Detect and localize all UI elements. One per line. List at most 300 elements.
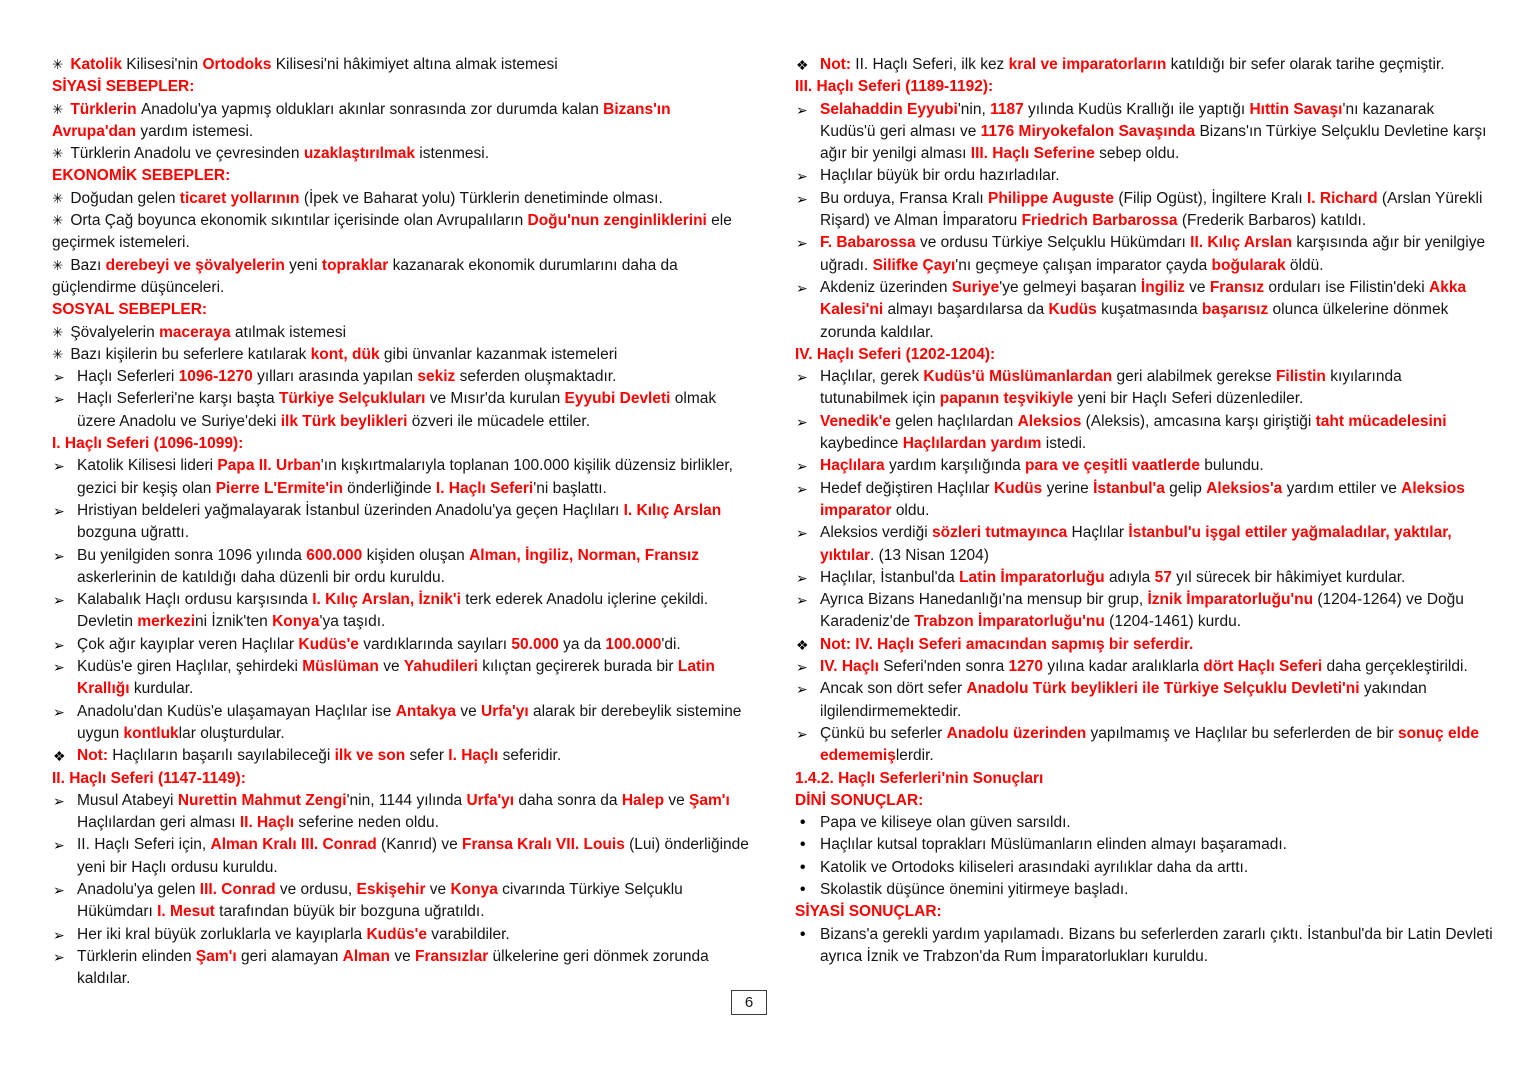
list-item [795,879,1493,901]
body-text: Bu yenilgiden sonra 1096 yılında [77,546,307,564]
highlighted-text: I. Haçlı Seferi [435,479,534,497]
highlighted-text: kral ve imparatorların [1008,56,1171,73]
highlighted-text: IV. Haçlı [820,658,884,676]
body-text: yardım ettiler ve [1286,479,1402,497]
body-text: (Lui) önderliğinde yeni bir Haçlı ordusu kuruldu. [77,836,749,876]
list-item [795,656,1493,678]
body-text: yardım istemesi. [140,122,254,140]
star-bullet-icon: ✳ [52,324,64,340]
highlighted-text: 1096-1270 [178,368,258,386]
highlighted-text: 1.4.2. Haçlı Seferleri'nin Sonuçları [795,769,1044,787]
body-text: ve [429,880,451,898]
arrow-bullet-icon: ➢ [796,569,808,586]
body-text: olmak üzere Anadolu ve Suriye'deki [77,390,717,430]
highlighted-text: Suriye [951,278,1000,296]
body-text: kişiden oluşan [366,546,470,564]
arrow-bullet-icon: ➢ [53,636,65,653]
body-text: kuşatmasında [1101,301,1202,319]
body-text: lar oluşturdular. [178,724,285,742]
highlighted-text: İngiliz [1140,278,1190,296]
highlighted-text: II. Haçlı [239,814,299,832]
list-item [52,366,754,388]
highlighted-text: Anadolu üzerinden [946,724,1091,742]
highlighted-text: topraklar [321,256,393,274]
list-item [795,411,1493,456]
body-text: II. Haçlı Seferi, ilk kez [855,56,1009,73]
body-text: ya da [563,635,606,653]
highlighted-text: ilk Türk beylikleri [280,412,412,430]
body-text: ele geçirmek istemeleri. [52,212,732,252]
body-text: 'nin, [957,100,991,118]
body-text: yakından ilgilendirmemektedir. [820,680,1427,720]
highlighted-text: 57 [1154,568,1177,586]
body-text: Haçlılardan geri alması [77,814,240,832]
body-text: bozguna uğrattı. [77,524,190,542]
highlighted-text: taht mücadelesini [1315,412,1447,430]
list-item [795,678,1493,723]
body-text: Ayrıca Bizans Hanedanlığı'na mensup bir grup, [820,591,1148,609]
body-text: ve ordusu, [279,880,357,898]
highlighted-text: I. Mesut [157,903,220,921]
body-text: karşısında ağır bir yenilgiye uğradı. [820,234,1486,274]
body-text: ve ordusu Türkiye Selçuklu Hükümdarı [919,234,1191,252]
highlighted-text: II. Kılıç Arslan [1190,234,1297,252]
body-text: Hedef değiştiren Haçlılar [820,479,995,497]
body-text: II. Haçlı Seferi için, [77,836,211,854]
highlighted-text: Kudüs'e [298,635,364,653]
body-text: atılmak istemesi [234,323,347,341]
body-text: bulundu. [1204,457,1264,475]
highlighted-text: Kudüs [994,479,1047,497]
body-text: Haçlıların başarılı sayılabileceği [112,747,335,765]
arrow-bullet-icon: ➢ [53,502,65,519]
highlighted-text: sözleri tutmayınca [932,524,1072,542]
highlighted-text: III. Conrad [199,880,280,898]
body-text: civarında Türkiye Selçuklu Hükümdarı [77,880,683,921]
body-text: terk ederek Anadolu içlerine çekildi. Devletin [77,591,709,631]
highlighted-text: Antakya [395,702,461,720]
highlighted-text: Anadolu Türk beylikleri ile Türkiye Selçuklu Devleti'ni [966,680,1364,698]
list-item [52,322,754,344]
body-text: almayı başardılarsa da [887,301,1049,319]
body-text: yeni [289,256,322,274]
arrow-bullet-icon: ➢ [53,837,65,854]
body-text: yıl sürecek bir hâkimiyet kurdular. [1176,568,1406,586]
arrow-bullet-icon: ➢ [53,881,65,898]
highlighted-text: Philippe Auguste [988,189,1119,207]
highlighted-text: Şam'ı [195,947,241,965]
arrow-bullet-icon: ➢ [796,681,808,698]
body-text: ve [668,791,690,809]
highlighted-text: Türklerin [70,100,141,118]
highlighted-text: Friedrich Barbarossa [1021,212,1182,230]
body-text: (Kanrıd) ve [381,836,463,854]
highlighted-text: dört Haçlı Seferi [1203,658,1327,676]
highlighted-text: Not: IV. Haçlı Seferi amacından sapmış bir seferdir. [820,635,1194,653]
body-text: Katolik ve Ortodoks kiliseleri arasındaki ayrılıklar daha da arttı. [820,858,1249,876]
body-text: . (13 Nisan 1204) [869,546,989,564]
highlighted-text: IV. Haçlı Seferi (1202-1204): [795,345,996,363]
body-text: Bizans'a gerekli yardım yapılamadı. Bizans bu seferlerden zararlı çıktı. İstanbul'da bir Latin Devleti ayrıca İznik ve Trabzon'da Rum İmparatorlukları kuruldu. [820,925,1493,965]
body-text: Kalabalık Haçlı ordusu karşısında [77,591,313,609]
body-text: Hristiyan beldeleri yağmalayarak İstanbul üzerinden Anadolu'ya geçen Haçlıları [77,501,624,519]
highlighted-text: kontluk [123,724,179,742]
highlighted-text: Eyyubi Devleti [564,390,675,408]
list-item [795,188,1493,233]
arrow-bullet-icon: ➢ [796,659,808,676]
highlighted-text: Hıttin Savaşı [1249,100,1343,118]
section-heading [52,433,754,455]
highlighted-text: Akka Kalesi'ni [820,278,1467,319]
highlighted-text: İstanbul'a [1093,479,1170,497]
body-text: Orta Çağ boyunca ekonomik sıkıntılar içerisinde olan Avrupalıların [70,212,528,230]
highlighted-text: I. Haçlı [448,747,503,765]
body-text: (Filip Ogüst), İngiltere Kralı [1118,189,1307,207]
list-item [52,656,754,701]
body-text: ülkelerine geri dönmek zorunda kaldılar. [77,947,709,988]
body-text: sefer [409,747,449,765]
body-text: ve [1189,278,1210,296]
list-item [52,701,754,746]
body-text: tarafından büyük bir bozguna uğratıldı. [219,903,485,921]
body-text: sebep oldu. [1099,145,1180,163]
highlighted-text: kont, dük [310,345,384,363]
body-text: Şövalyelerin [70,323,160,341]
body-text: Akdeniz üzerinden [820,278,952,296]
dot-bullet-icon: • [800,858,806,876]
highlighted-text: Pierre L'Ermite'in [215,479,348,497]
highlighted-text: Not: [77,747,113,765]
highlighted-text: 50.000 [511,635,564,653]
list-item [795,277,1493,344]
highlighted-text: Halep [621,791,669,809]
body-text: orduları ise Filistin'deki [1268,278,1430,296]
body-text: Anadolu'ya gelen [77,880,200,898]
list-item [795,366,1493,411]
highlighted-text: Papa II. Urban [217,457,321,475]
highlighted-text: Aleksios'a [1206,479,1287,497]
list-item [52,924,754,946]
list-item [52,946,754,991]
body-text: ve Mısır'da kurulan [429,390,565,408]
arrow-bullet-icon: ➢ [53,391,65,408]
list-item [52,143,754,165]
body-text: Doğudan gelen [70,189,180,207]
list-item [52,500,754,545]
body-text: daha sonra da [518,791,622,809]
highlighted-text: uzaklaştırılmak [303,145,420,163]
body-text: seferden oluşmaktadır. [459,368,617,386]
body-text: Anadolu'dan Kudüs'e ulaşamayan Haçlılar ise [77,702,396,720]
body-text: Haçlı Seferleri [77,368,179,386]
arrow-bullet-icon: ➢ [796,725,808,742]
body-text: (Arslan Yürekli Rişard) ve Alman İmparatoru [820,189,1483,230]
body-text: Haçlılar, gerek [820,368,924,386]
section-heading [795,901,1493,923]
arrow-bullet-icon: ➢ [796,101,808,118]
body-text: Kilisesi'ni hâkimiyet altına almak istemesi [275,56,558,73]
list-item [52,589,754,634]
highlighted-text: İznik İmparatorluğu'nu [1147,591,1318,609]
section-heading [52,768,754,790]
highlighted-text: boğularak [1211,256,1290,274]
body-text: (1204-1264) ve Doğu Karadeniz'de [820,591,1464,631]
highlighted-text: Silifke Çayı [872,256,956,274]
body-text: Haçlılar [1071,524,1129,542]
body-text: (İpek ve Baharat yolu) Türklerin denetiminde olması. [303,189,663,207]
arrow-bullet-icon: ➢ [796,525,808,542]
list-item [795,634,1493,656]
highlighted-text: Fransız [1209,278,1269,296]
arrow-bullet-icon: ➢ [796,369,808,386]
left-column [52,54,754,990]
body-text: 'nin, 1144 yılında [346,791,467,809]
highlighted-text: DİNİ SONUÇLAR: [795,791,924,809]
highlighted-text: başarısız [1201,301,1273,319]
list-item [795,857,1493,879]
right-column [795,54,1493,968]
list-item [795,232,1493,277]
highlighted-text: Venedik'e [820,412,896,430]
highlighted-text: Kudüs'ü Müslümanlardan [923,368,1117,386]
list-item [795,589,1493,634]
body-text: Aleksios verdiği [820,524,932,542]
body-text: Çok ağır kayıplar veren Haçlılar [77,635,299,653]
highlighted-text: Eskişehir [356,880,430,898]
body-text: ve [383,658,404,676]
highlighted-text: sekiz [417,368,460,386]
arrow-bullet-icon: ➢ [53,458,65,475]
section-heading [52,165,754,187]
arrow-bullet-icon: ➢ [796,413,808,430]
diamond-bullet-icon: ❖ [53,748,66,765]
star-bullet-icon: ✳ [52,213,64,229]
arrow-bullet-icon: ➢ [796,190,808,207]
highlighted-text: Selahaddin Eyyubi [820,100,958,118]
body-text: adıyla [1108,568,1155,586]
list-item [52,188,754,210]
highlighted-text: Aleksios [1017,412,1086,430]
star-bullet-icon: ✳ [52,57,64,72]
body-text: Bu orduya, Fransa Kralı [820,189,988,207]
body-text: yeni bir Haçlı Seferi düzenlediler. [1077,390,1304,408]
arrow-bullet-icon: ➢ [53,926,65,943]
body-text: geri alabilmek gerekse [1116,368,1276,386]
section-heading [795,344,1493,366]
body-text: seferine neden oldu. [298,814,439,832]
highlighted-text: Kudüs'e [366,925,432,943]
list-item [52,54,754,76]
highlighted-text: Filistin [1275,368,1331,386]
highlighted-text: 1187 [990,100,1029,118]
list-item [795,99,1493,166]
highlighted-text: II. Haçlı Seferi (1147-1149): [52,769,246,787]
body-text: 'di. [661,635,681,653]
list-item [52,634,754,656]
arrow-bullet-icon: ➢ [796,592,808,609]
body-text: yılına kadar aralıklarla [1047,658,1204,676]
list-item [795,834,1493,856]
highlighted-text: Yahudileri [403,658,483,676]
body-text: Papa ve kiliseye olan güven sarsıldı. [820,814,1071,832]
body-text: (1204-1461) kurdu. [1109,613,1242,631]
list-item [795,165,1493,187]
list-item [795,455,1493,477]
body-text: Musul Atabeyi [77,791,178,809]
highlighted-text: Urfa'yı [466,791,519,809]
section-heading [795,76,1493,98]
list-item [52,255,754,300]
arrow-bullet-icon: ➢ [53,703,65,720]
body-text: kılıçtan geçirerek burada bir [482,658,678,676]
list-item [52,455,754,500]
highlighted-text: Aleksios imparator [820,479,1465,519]
section-heading [52,299,754,321]
section-heading [795,768,1493,790]
body-text: istedi. [1045,435,1087,453]
highlighted-text: Urfa'yı [481,702,533,720]
list-item [795,522,1493,567]
highlighted-text: Müslüman [302,658,384,676]
body-text: alarak bir derebeylik sistemine uygun [77,702,742,742]
highlighted-text: Şam'ı [689,791,730,809]
arrow-bullet-icon: ➢ [53,792,65,809]
arrow-bullet-icon: ➢ [53,659,65,676]
body-text: Türklerin Anadolu ve çevresinden [70,145,304,163]
list-item [52,344,754,366]
highlighted-text: Fransa Kralı VII. Louis [462,836,630,854]
highlighted-text: SİYASİ SEBEPLER: [52,78,195,96]
body-text: kazanarak ekonomik durumlarını daha da güçlendirme düşünceleri. [52,256,678,296]
body-text: 'ya taşıdı. [319,613,386,631]
star-bullet-icon: ✳ [52,101,64,117]
star-bullet-icon: ✳ [52,146,64,162]
highlighted-text: Konya [272,613,320,631]
highlighted-text: SİYASİ SONUÇLAR: [795,903,942,921]
list-item [52,745,754,767]
arrow-bullet-icon: ➢ [796,279,808,296]
list-item [795,54,1493,76]
body-text: (Frederik Barbaros) katıldı. [1181,212,1367,230]
body-text: oldu. [895,501,930,519]
highlighted-text: Konya [450,880,503,898]
highlighted-text: Türkiye Selçukluları [278,390,430,408]
body-text: olunca ülkelerine dönmek zorunda kaldılar. [820,301,1449,341]
body-text: daha gerçekleştirildi. [1326,658,1468,676]
section-heading [795,790,1493,812]
list-item [795,924,1493,969]
body-text: 'nı kazanarak Kudüs'ü geri alması ve [820,100,1435,140]
dot-bullet-icon: • [800,814,806,832]
highlighted-text: Bizans'ın Avrupa'dan [52,100,671,140]
page-number: 6 [744,994,754,1011]
body-text: kıyılarında tutunabilmek için [820,368,1402,408]
highlighted-text: 1176 Miryokefalon Savaşında [980,122,1200,140]
highlighted-text: Haçlılara [820,457,889,475]
body-text: Skolastik düşünce önemini yitirmeye başladı. [820,880,1129,898]
highlighted-text: derebeyi ve şövalyelerin [105,256,290,274]
list-item [52,388,754,433]
highlighted-text: EKONOMİK SEBEPLER: [52,167,231,185]
arrow-bullet-icon: ➢ [796,458,808,475]
highlighted-text: III. Haçlı Seferi (1189-1192): [795,78,994,96]
body-text: Haçlılar kutsal toprakları Müslümanların elinden almayı başaramadı. [820,836,1287,854]
arrow-bullet-icon: ➢ [53,547,65,564]
body-text: Kudüs'e giren Haçlılar, şehirdeki [77,658,303,676]
body-text: istenmesi. [419,145,490,163]
body-text: lerdir. [895,747,934,765]
highlighted-text: 1270 [1008,658,1048,676]
body-text: Türklerin elinden [77,947,196,965]
body-text: geri alamayan [240,947,343,965]
arrow-bullet-icon: ➢ [53,948,65,965]
body-text: Anadolu'ya yapmış oldukları akınlar sonrasında zor durumda kalan [140,100,604,118]
body-text: Haçlı Seferleri'ne karşı başta [77,390,279,408]
body-text: yılında Kudüs Krallığı ile yaptığı [1028,100,1250,118]
star-bullet-icon: ✳ [52,346,64,362]
arrow-bullet-icon: ➢ [53,369,65,386]
body-text: Kilisesi'nin [126,56,203,73]
arrow-bullet-icon: ➢ [796,168,808,185]
list-item [52,210,754,255]
body-text: öldü. [1289,256,1324,274]
body-text: yapılmamış ve Haçlılar bu seferlerden de bir [1090,724,1399,742]
arrow-bullet-icon: ➢ [53,592,65,609]
highlighted-text: SOSYAL SEBEPLER: [52,301,208,319]
body-text: ve [460,702,482,720]
body-text: Katolik Kilisesi lideri [77,457,218,475]
body-text: yardım karşılığında [888,457,1026,475]
body-text: gelen haçlılardan [895,412,1018,430]
body-text: özveri ile mücadele ettiler. [411,412,591,430]
body-text: yerine [1046,479,1094,497]
body-text: Çünkü bu seferler [820,724,947,742]
body-text: katıldığı bir sefer olarak tarihe geçmiştir. [1170,56,1445,73]
star-bullet-icon: ✳ [52,257,64,273]
body-text: (Aleksis), amcasına karşı giriştiği [1085,412,1316,430]
body-text: gibi ünvanlar kazanmak istemeleri [383,345,618,363]
highlighted-text: Katolik [70,56,127,73]
body-text: Haçlılar büyük bir ordu hazırladılar. [820,167,1060,185]
highlighted-text: I. Richard [1306,189,1382,207]
highlighted-text: I. Haçlı Seferi (1096-1099): [52,435,244,453]
body-text: yılları arasında yapılan [257,368,418,386]
highlighted-text: ilk ve son [334,747,410,765]
highlighted-text: merkezi [137,613,196,631]
dot-bullet-icon: • [800,836,806,854]
body-text: 'nı geçmeye çalışan imparator çayda [955,256,1212,274]
list-item [52,545,754,590]
section-heading [52,76,754,98]
list-item [52,99,754,144]
highlighted-text: Haçlılardan yardım [902,435,1046,453]
body-text: 'ın kışkırtmalarıyla toplanan 100.000 kişilik düzensiz birlikler, gezici bir keşiş olan [77,457,733,497]
highlighted-text: Nurettin Mahmut Zengi [177,791,347,809]
body-text: 'ni başlattı. [533,479,607,497]
highlighted-text: para ve çeşitli vaatlerde [1025,457,1205,475]
list-item [52,790,754,835]
list-item [52,879,754,924]
diamond-bullet-icon: ❖ [796,636,809,653]
body-text: varabildiler. [431,925,510,943]
highlighted-text: ticaret yollarının [179,189,304,207]
highlighted-text: İstanbul'u işgal ettiler yağmaladılar, yaktılar, yıktılar [820,524,1452,564]
highlighted-text: maceraya [159,323,235,341]
highlighted-text: I. Kılıç Arslan, İznik'i [312,591,466,609]
body-text: 'ye gelmeyi başaran [999,278,1141,296]
body-text: Bazı kişilerin bu seferlere katılarak [70,345,311,363]
list-item [795,812,1493,834]
